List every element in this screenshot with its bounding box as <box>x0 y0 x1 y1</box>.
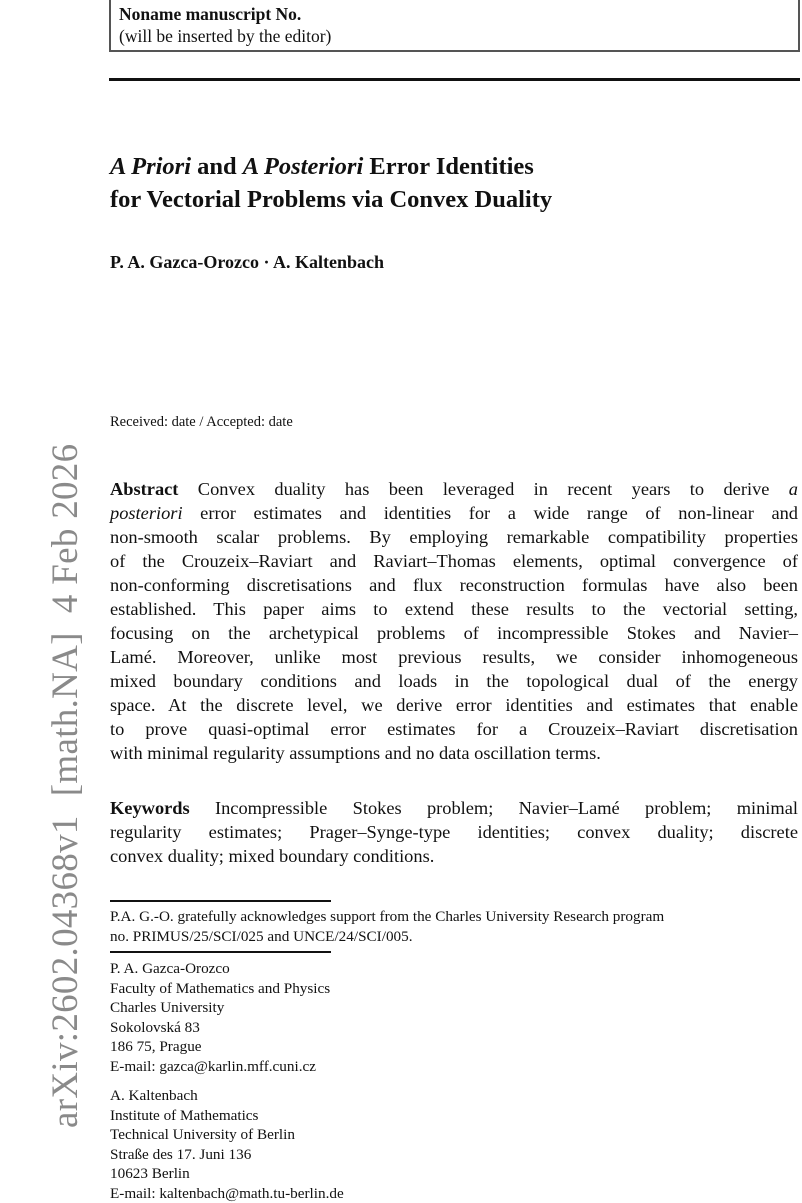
affiliation-rule <box>110 951 331 953</box>
keywords-heading: Keywords <box>110 798 190 818</box>
affiliation-line: 10623 Berlin <box>110 1164 344 1184</box>
footnote-line: no. PRIMUS/25/SCI/025 and UNCE/24/SCI/005. <box>110 927 664 947</box>
abstract-line: focusing on the archetypical problems of incompressible Stokes and Navier– <box>110 621 798 645</box>
arxiv-stamp: arXiv:2602.04368v1 [math.NA] 4 Feb 2026 <box>44 444 87 1128</box>
affiliation-line: A. Kaltenbach <box>110 1086 344 1106</box>
affiliation-line: Charles University <box>110 998 330 1018</box>
footnote-rule <box>110 900 331 902</box>
title-line1-rest: Error Identities <box>363 153 534 180</box>
abstract-line: Lamé. Moreover, unlike most previous results, we consider inhomogeneous <box>110 645 798 669</box>
header-rule <box>109 78 800 81</box>
abstract-italic: a <box>789 479 798 499</box>
affiliation-author-1 <box>110 959 330 1076</box>
abstract-line: non-conforming discretisations and flux reconstruction formulas have also been <box>110 573 798 597</box>
title-and: and <box>191 153 243 180</box>
paper-title <box>110 150 552 216</box>
funding-footnote <box>110 907 664 946</box>
abstract-line: non-smooth scalar problems. By employing remarkable compatibility properties <box>110 525 798 549</box>
affiliation-line: Technical University of Berlin <box>110 1125 344 1145</box>
abstract-line: with minimal regularity assumptions and no data oscillation terms. <box>110 741 798 765</box>
abstract-line: error estimates and identities for a wide range of non-linear and <box>183 503 798 523</box>
abstract <box>110 477 798 765</box>
author-email: E-mail: gazca@karlin.mff.cuni.cz <box>110 1057 330 1077</box>
abstract-line: mixed boundary conditions and loads in the topological dual of the energy <box>110 669 798 693</box>
abstract-italic: posteriori <box>110 503 183 523</box>
keywords-line: Incompressible Stokes problem; Navier–Lamé problem; minimal <box>190 798 798 818</box>
affiliation-line: P. A. Gazca-Orozco <box>110 959 330 979</box>
footnote-line: P.A. G.-O. gratefully acknowledges support from the Charles University Research program <box>110 907 664 927</box>
abstract-line: of the Crouzeix–Raviart and Raviart–Thomas elements, optimal convergence of <box>110 549 798 573</box>
affiliation-line: 186 75, Prague <box>110 1037 330 1057</box>
authors: P. A. Gazca-Orozco · A. Kaltenbach <box>110 252 384 273</box>
title-line2: for Vectorial Problems via Convex Duality <box>110 183 552 216</box>
affiliation-author-2 <box>110 1086 344 1203</box>
abstract-line: established. This paper aims to extend these results to the vectorial setting, <box>110 597 798 621</box>
keywords-line: regularity estimates; Prager–Synge-type identities; convex duality; discrete <box>110 820 798 844</box>
abstract-line: to prove quasi-optimal error estimates for a Crouzeix–Raviart discretisation <box>110 717 798 741</box>
abstract-line: Convex duality has been leveraged in recent years to derive <box>178 479 788 499</box>
title-italic-a: A Priori <box>110 153 191 180</box>
manuscript-label: Noname manuscript No. <box>119 3 790 25</box>
author-email: E-mail: kaltenbach@math.tu-berlin.de <box>110 1184 344 1203</box>
affiliation-line: Sokolovská 83 <box>110 1018 330 1038</box>
abstract-line: space. At the discrete level, we derive error identities and estimates that enable <box>110 693 798 717</box>
keywords <box>110 796 798 868</box>
title-italic-b: A Posteriori <box>243 153 363 180</box>
affiliation-line: Institute of Mathematics <box>110 1106 344 1126</box>
abstract-heading: Abstract <box>110 479 178 499</box>
editor-note: (will be inserted by the editor) <box>119 25 790 47</box>
received-date: Received: date / Accepted: date <box>110 414 293 431</box>
manuscript-info-box <box>109 0 800 52</box>
keywords-line: convex duality; mixed boundary conditions. <box>110 844 798 868</box>
affiliation-line: Straße des 17. Juni 136 <box>110 1145 344 1165</box>
affiliation-line: Faculty of Mathematics and Physics <box>110 979 330 999</box>
